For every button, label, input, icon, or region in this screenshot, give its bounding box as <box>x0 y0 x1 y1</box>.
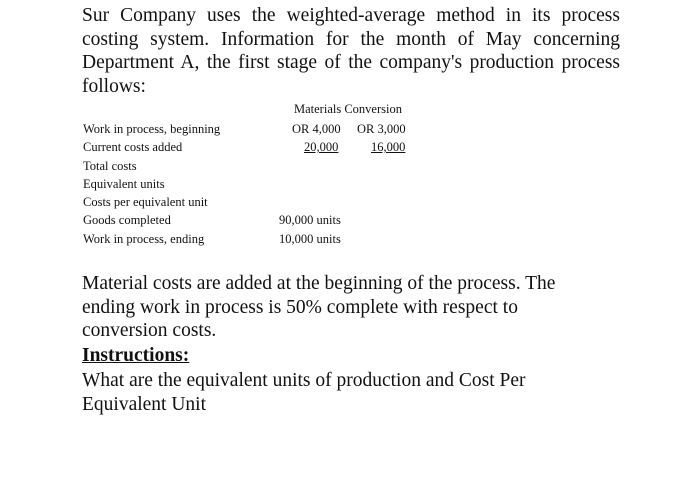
current-costs-materials: 20,000 <box>304 140 339 154</box>
row-label-goods-completed: Goods completed <box>83 213 171 227</box>
wip-beginning-materials: OR 4,000 <box>292 122 341 136</box>
column-headers: Materials Conversion <box>294 102 402 116</box>
wip-beginning-conversion: OR 3,000 <box>357 122 406 136</box>
current-costs-conversion: 16,000 <box>371 140 406 154</box>
instructions-question: What are the equivalent units of production and Cost Per Equivalent Unit <box>82 370 526 415</box>
row-label-wip-ending: Work in process, ending <box>83 232 205 246</box>
row-label-cost-per-unit: Costs per equivalent unit <box>83 195 208 209</box>
instructions-heading: Instructions: <box>82 345 190 366</box>
row-label-current-costs: Current costs added <box>83 140 183 154</box>
row-label-equivalent-units: Equivalent units <box>83 177 165 191</box>
intro-paragraph: Sur Company uses the weighted-average method in its process costing system. Information for the month of May concerning Department A, the first stage of the company's production process follows: <box>82 5 620 97</box>
closing-paragraph: Material costs are added at the beginning of the process. The ending work in process is 50% complete with respect to conversion costs. <box>82 273 556 341</box>
goods-completed-units: 90,000 units <box>279 213 341 227</box>
row-label-total-costs: Total costs <box>83 159 137 173</box>
wip-ending-units: 10,000 units <box>279 232 341 246</box>
row-label-wip-beginning: Work in process, beginning <box>83 122 221 136</box>
